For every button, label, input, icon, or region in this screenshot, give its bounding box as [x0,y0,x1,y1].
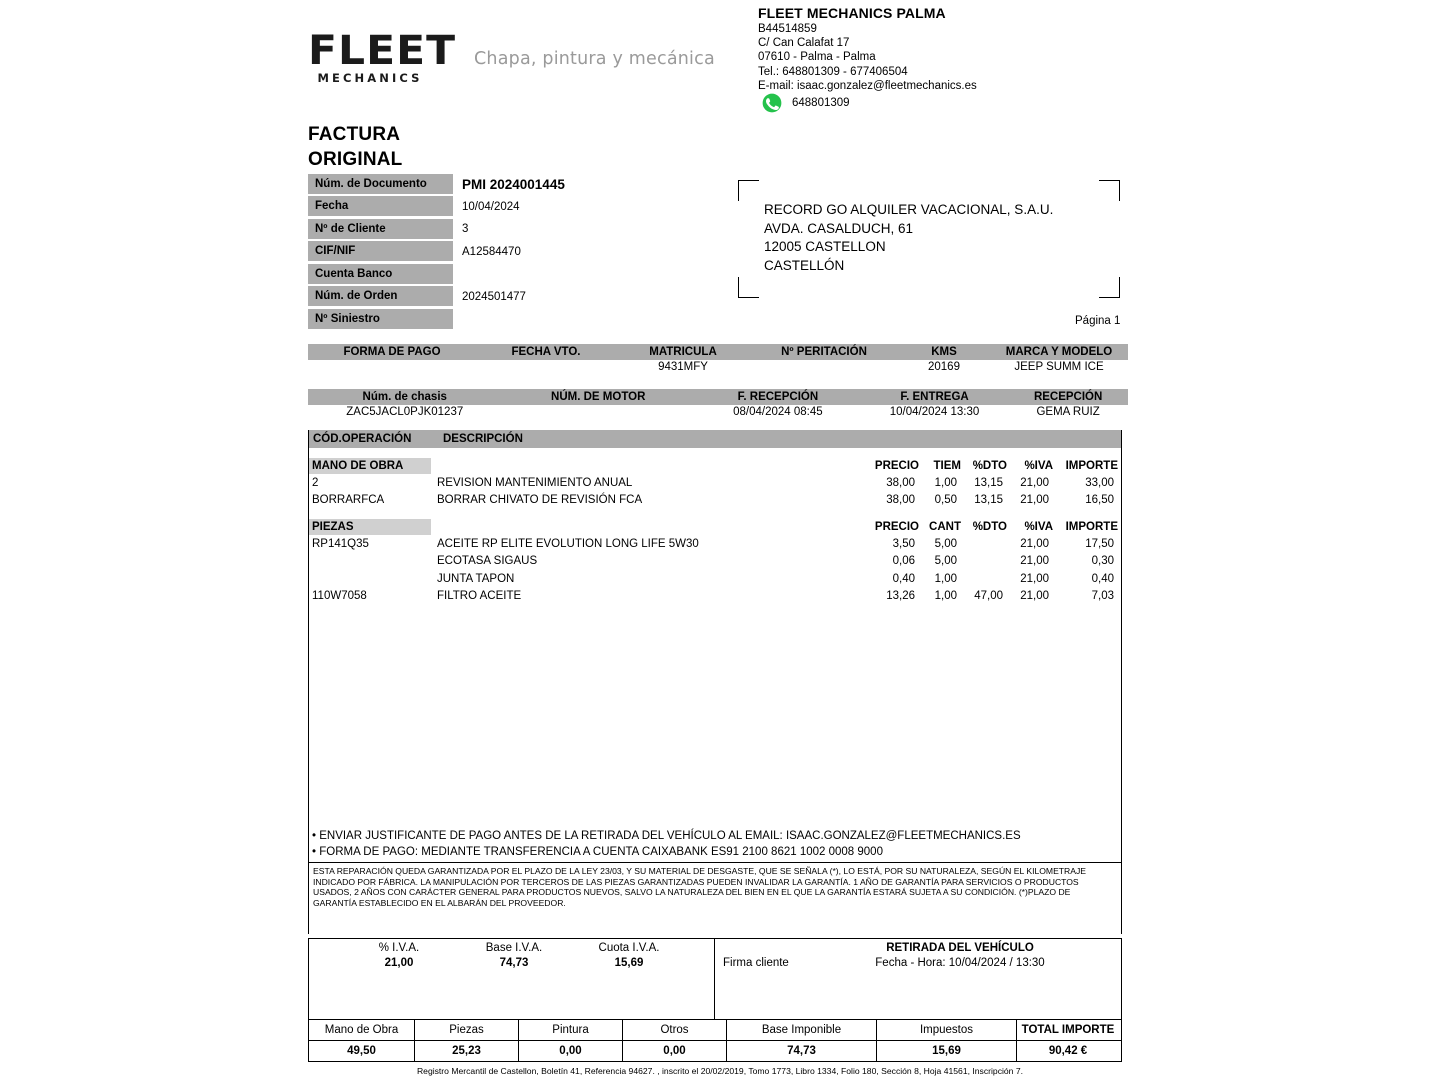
line-item-description: JUNTA TAPON [437,572,515,585]
line-item-amount: 16,50 [1085,494,1114,507]
vehicle-headers2-cell: RECEPCIÓN [1033,390,1103,403]
line-item-code: RP141Q35 [312,537,369,550]
group-column-header: TIEM [933,460,961,472]
totals-header-cell: Impuestos [877,1020,1017,1040]
line-item-quantity: 0,50 [934,494,957,507]
crop-mark-top-right [1099,180,1120,201]
line-item-vat: 21,00 [1020,476,1049,489]
page-number: Página 1 [1075,315,1121,327]
company-street: C/ Can Calafat 17 [758,37,850,50]
meta-value: 3 [462,223,469,236]
group-column-header: PRECIO [874,460,919,472]
group-column-header: PRECIO [874,521,919,533]
group-name: PIEZAS [309,519,431,535]
line-item-price: 38,00 [886,494,915,507]
vehicle-table-secondary-row [308,405,1128,420]
line-item-vat: 21,00 [1020,555,1049,568]
line-item-discount: 13,15 [974,494,1003,507]
vehicle-values2-cell: GEMA RUIZ [1036,406,1100,418]
company-phone: Tel.: 648801309 - 677406504 [758,65,908,78]
totals-header-cell: Piezas [415,1020,519,1040]
document-title-line2: ORIGINAL [308,149,403,170]
meta-value: 10/04/2024 [462,200,520,213]
line-item-quantity: 1,00 [934,590,957,603]
group-column-header: %IVA [1024,521,1053,533]
line-item-quantity: 1,00 [934,476,957,489]
warranty-legal-text: ESTA REPARACIÓN QUEDA GARANTIZADA POR EL PLAZO DE LA LEY 23/03, Y SU MATERIAL DE DESGASTE, QUE SE SEÑALA (*), LO ESTÁ, POR SU NATURALEZA, SEGÚN EL KILOMETRAJE INDICADO POR FÁBRICA. LA MANIPULACIÓN POR TERCEROS DE LAS PIEZAS GARANTIZADAS PUEDEN INVALIDAR LA GARANTÍA. 1 AÑO DE GARANTÍA PARA SERVICIOS O PRODUCTOS USADOS, 2 AÑOS CON CARÁCTER GENERAL PARA PRODUCTOS NUEVOS, SALVO LA NATURALEZA DEL BIEN EN EL QUE LA GARANTÍA ESTARÁ SUJETA A SU CONDICIÓN. (*)PLAZO DE GARANTÍA ESTABLECIDO EN EL ALBARÁN DEL PROVEEDOR. [308,862,1122,934]
crop-mark-top-left [738,180,759,201]
line-item-quantity: 1,00 [934,572,957,585]
crop-mark-bottom-left [738,277,759,298]
totals-value-cell: 0,00 [623,1041,727,1061]
totals-value-cell: 49,50 [309,1041,415,1061]
vehicle-headers2-cell: NÚM. DE MOTOR [551,390,646,403]
pickup-title: RETIRADA DEL VEHÍCULO [886,942,1034,954]
logo-sub-text: MECHANICS [317,71,423,86]
vat-base-value: 74,73 [499,957,529,969]
customer-street: AVDA. CASALDUCH, 61 [764,220,914,236]
company-name: FLEET MECHANICS PALMA [758,5,946,21]
meta-label: Nº Siniestro [308,309,453,330]
crop-mark-bottom-right [1099,277,1120,298]
line-item-price: 38,00 [886,476,915,489]
totals-header-cell: Mano de Obra [309,1020,415,1040]
line-item-code: 110W7058 [312,590,367,603]
vehicle-headers2-cell: F. ENTREGA [900,390,969,403]
line-item-amount: 0,30 [1091,555,1114,568]
vehicle-values1-cell: 20169 [928,361,960,373]
line-item-quantity: 5,00 [934,537,957,550]
meta-label: Fecha [308,196,453,217]
group-column-header: CANT [929,521,961,533]
meta-label: Nº de Cliente [308,219,453,240]
line-item-price: 3,50 [892,537,915,550]
company-details [758,5,1098,93]
totals-header-cell: TOTAL IMPORTE [1021,1024,1115,1036]
document-title [308,122,403,172]
vehicle-headers1-cell: MATRICULA [649,345,717,358]
line-item-discount: 13,15 [974,476,1003,489]
vehicle-headers1-cell: Nº PERITACIÓN [781,345,867,358]
group-column-header: IMPORTE [1065,460,1118,472]
line-items-body [309,458,1121,605]
line-item-amount: 33,00 [1085,476,1114,489]
totals-header-row [309,1020,1121,1040]
payment-note: • ENVIAR JUSTIFICANTE DE PAGO ANTES DE LA RETIRADA DEL VEHÍCULO AL EMAIL: ISAAC.GONZALEZ@FLEETMECHANICS.ES [312,830,1021,842]
document-title-line1: FACTURA [308,124,401,145]
line-items-group-header [309,458,1121,474]
whatsapp-number: 648801309 [792,97,850,109]
vehicle-headers1-cell: MARCA Y MODELO [1005,345,1113,358]
signature-label: Firma cliente [723,957,789,969]
whatsapp-contact [762,93,850,113]
totals-value-cell: 90,42 € [1048,1045,1088,1057]
line-items-area [308,430,1122,862]
line-item-vat: 21,00 [1020,590,1049,603]
meta-label: Núm. de Documento [308,174,453,195]
vat-quota-value: 15,69 [614,957,644,969]
customer-name: RECORD GO ALQUILER VACACIONAL, S.A.U. [764,202,1054,217]
vehicle-headers2-cell: Núm. de chasis [362,390,447,403]
totals-header-cell: Base Imponible [727,1020,877,1040]
line-item-amount: 17,50 [1085,537,1114,550]
line-items-header [309,430,1121,448]
meta-label: Cuenta Banco [308,264,453,285]
vehicle-table-secondary [308,389,1128,420]
logo-tagline: Chapa, pintura y mecánica [474,49,715,69]
vehicle-table-primary-row [308,360,1128,375]
line-item-vat: 21,00 [1020,537,1049,550]
vehicle-headers1-cell: FECHA VTO. [511,345,581,358]
line-item-price: 0,40 [892,572,915,585]
pickup-panel [714,939,1121,1019]
whatsapp-icon [762,93,782,113]
vehicle-headers1-cell: KMS [931,345,957,358]
vat-summary [309,939,714,1019]
line-item-description: ECOTASA SIGAUS [437,555,538,568]
totals-value-cell: 0,00 [519,1041,623,1061]
line-item-description: REVISION MANTENIMIENTO ANUAL [437,476,633,489]
line-item-row [309,553,1121,571]
line-item-description: ACEITE RP ELITE EVOLUTION LONG LIFE 5W30 [437,537,699,550]
vehicle-values2-cell: ZAC5JACL0PJK01237 [346,406,464,418]
totals-header-cell: Pintura [519,1020,623,1040]
meta-row [308,308,828,331]
line-item-price: 0,06 [892,555,915,568]
totals-value-cell: 25,23 [415,1041,519,1061]
meta-label: CIF/NIF [308,241,453,262]
vehicle-headers1-cell: FORMA DE PAGO [343,345,441,358]
group-column-header: %DTO [972,521,1007,533]
vehicle-headers2-cell: F. RECEPCIÓN [737,390,819,403]
column-header-operation-code: CÓD.OPERACIÓN [313,433,412,445]
line-item-quantity: 5,00 [934,555,957,568]
line-item-description: FILTRO ACEITE [437,590,522,603]
customer-province: CASTELLÓN [764,257,845,273]
totals-value-cell: 74,73 [727,1041,877,1061]
line-item-vat: 21,00 [1020,572,1049,585]
customer-city: 12005 CASTELLON [764,239,886,255]
vehicle-table-primary-header [308,344,1128,360]
customer-address [764,201,1053,275]
company-city: 07610 - Palma - Palma [758,51,876,64]
registry-footer: Registro Mercantil de Castellon, Boletín 41, Referencia 94627. , inscrito el 20/02/2019, Tomo 1773, Libro 1334, Folio 180, Sección 8, Hoja 41561, Inscripción 7. [416,1066,1024,1076]
pickup-datetime: Fecha - Hora: 10/04/2024 / 13:30 [875,957,1045,969]
totals-table [308,1020,1122,1062]
logo-mark [308,27,457,86]
vat-quota-cell [559,942,699,969]
payment-notes [308,829,1122,860]
line-item-description: BORRAR CHIVATO DE REVISIÓN FCA [437,494,643,507]
totals-header-cell: Otros [623,1020,727,1040]
meta-label: Núm. de Orden [308,286,453,307]
vehicle-table-primary [308,344,1128,375]
line-item-row [309,588,1121,606]
line-item-amount: 7,03 [1091,590,1114,603]
vehicle-values1-cell: 9431MFY [658,361,708,373]
totals-value-row [309,1040,1121,1061]
group-column-header: %IVA [1024,460,1053,472]
logo-brand-text: FLEET [308,27,457,74]
meta-value: 2024501477 [462,290,526,303]
group-name: MANO DE OBRA [309,458,431,474]
meta-value: PMI 2024001445 [462,176,565,192]
vehicle-values1-cell: JEEP SUMM ICE [1014,361,1104,373]
company-email: E-mail: isaac.gonzalez@fleetmechanics.es [758,79,977,92]
meta-value: A12584470 [462,245,521,258]
vat-percent-label: % I.V.A. [378,942,420,954]
vat-percent-value: 21,00 [384,957,414,969]
customer-address-block [738,180,1120,298]
vehicle-values2-cell: 08/04/2024 08:45 [733,406,823,418]
line-item-row [309,474,1121,492]
line-item-amount: 0,40 [1091,572,1114,585]
line-item-row [309,535,1121,553]
vat-base-label: Base I.V.A. [485,942,543,954]
totals-value-cell: 15,69 [877,1041,1017,1061]
group-column-header: IMPORTE [1065,521,1118,533]
line-item-code: 2 [312,476,319,489]
pickup-info [810,942,1110,969]
vehicle-values2-cell: 10/04/2024 13:30 [889,406,980,418]
vat-and-pickup-panel [308,938,1122,1020]
payment-note: • FORMA DE PAGO: MEDIANTE TRANSFERENCIA A CUENTA CAIXABANK ES91 2100 8621 1002 0008 9000 [312,845,883,858]
group-column-header: %DTO [972,460,1007,472]
company-logo [308,27,715,90]
line-item-price: 13,26 [886,590,915,603]
vehicle-table-secondary-header [308,389,1128,405]
line-item-discount: 47,00 [974,590,1003,603]
line-item-row [309,492,1121,510]
line-item-row [309,570,1121,588]
line-item-code: BORRARFCA [312,494,385,507]
company-vat: B44514859 [758,23,817,35]
line-item-vat: 21,00 [1020,494,1049,507]
column-header-description: DESCRIPCIÓN [443,433,523,445]
vat-quota-label: Cuota I.V.A. [598,942,660,954]
line-items-group-header [309,519,1121,535]
